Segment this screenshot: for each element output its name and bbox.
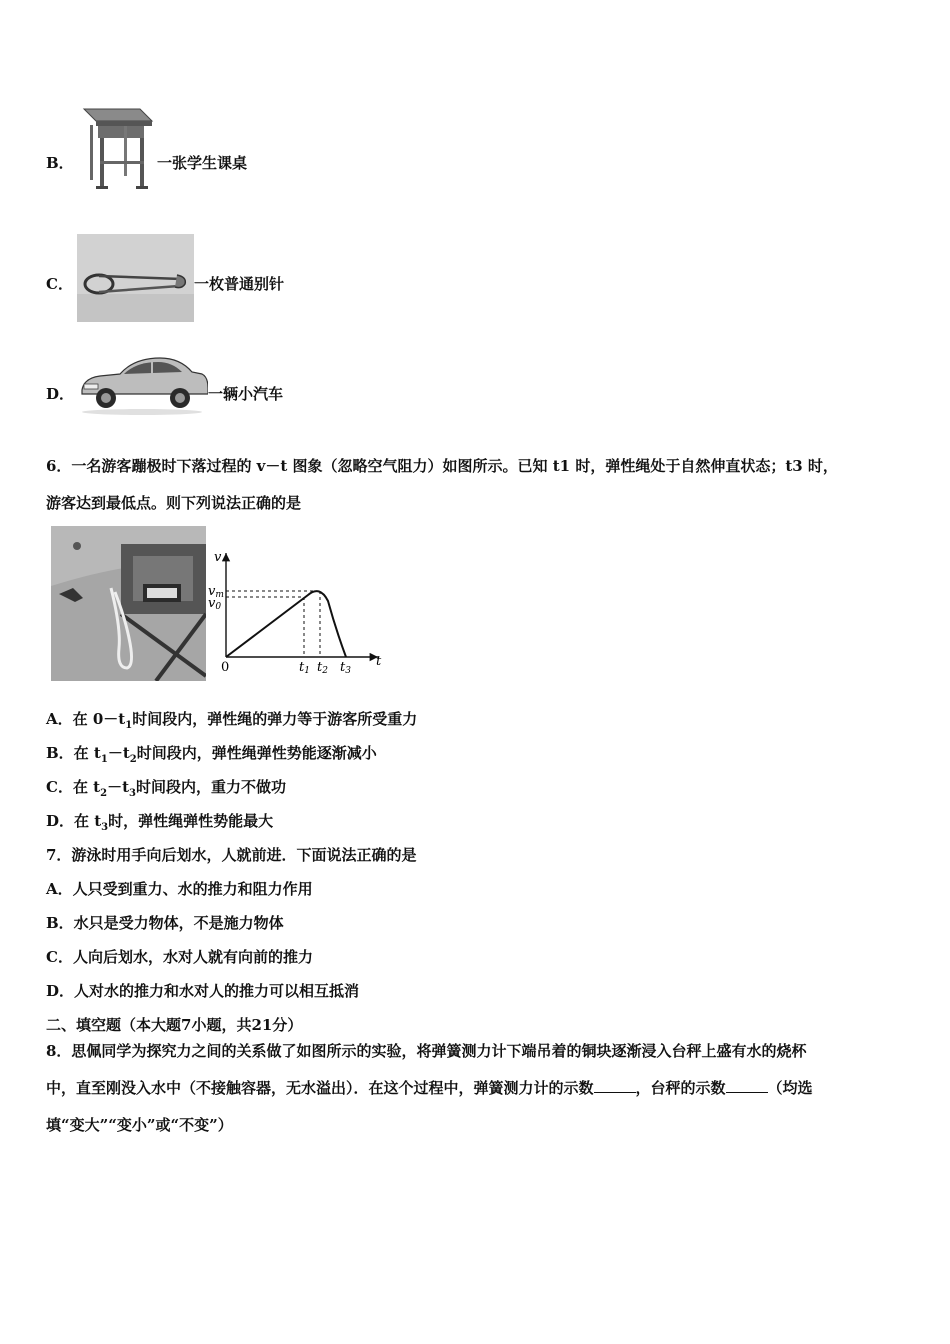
q6-option-a[interactable]: A．在 $0-t_1$时间段内，弹性绳的弹力等于游客所受重力 [46,710,418,731]
origin-label: 0 [221,660,230,675]
option-b-letter: B． [46,154,74,172]
q7-option-a[interactable]: A．人只受到重力、水的推力和阻力作用 [46,880,313,898]
option-c-caption: 一枚普通别针 [194,275,285,293]
option-d-letter: D． [46,385,75,403]
q6-stem-line2: 游客达到最低点。则下列说法正确的是 [46,494,302,512]
q7-stem: 7．游泳时用手向后划水，人就前进．下面说法正确的是 [46,846,417,864]
t2-label: t2 [317,660,328,676]
answer-blank-2[interactable] [726,1078,768,1093]
bungee-photo [51,526,206,681]
q8-stem-line3: 填“变大”“变小”或“不变”） [46,1116,233,1134]
desk-image [80,103,156,203]
q7-option-b[interactable]: B．水只是受力物体，不是施力物体 [46,914,284,932]
q6-option-b[interactable]: B．在 $t_1-t_2$时间段内，弹性绳弹性势能逐渐减小 [46,744,377,765]
velocity-curve [226,591,346,657]
v-axis-label: v [214,550,222,565]
car-image [76,344,208,416]
q6-option-c[interactable]: C．在 $t_2-t_3$时间段内，重力不做功 [46,778,286,799]
q6-stem-line1: 6．一名游客蹦极时下落过程的 v－t 图象（忽略空气阻力）如图所示。已知 t1 时，弹性绳处于自然伸直状态；t3 时， [46,457,838,475]
safety-pin-image [77,234,194,322]
q6-option-d[interactable]: D．在 $t_3$时，弹性绳弹性势能最大 [46,812,274,833]
q7-option-d[interactable]: D．人对水的推力和水对人的推力可以相互抵消 [46,982,360,1000]
answer-blank-1[interactable] [594,1078,636,1093]
t3-label: t3 [340,660,351,676]
option-b-caption: 一张学生课桌 [157,154,248,172]
section-heading: 二、填空题（本大题7小题，共21分） [46,1016,303,1034]
q8-stem-line2: 中，直至刚没入水中（不接触容器，无水溢出）．在这个过程中，弹簧测力计的示数 ，台秤的示数 （均选 [46,1079,813,1097]
q7-option-c[interactable]: C．人向后划水，水对人就有向前的推力 [46,948,313,966]
option-c-letter: C． [46,275,73,293]
v0-label: v0 [208,596,222,612]
vt-graph [208,545,388,680]
t1-label: t1 [299,660,310,676]
option-d-caption: 一辆小汽车 [208,385,284,403]
vm-label: vm [208,584,224,600]
t-axis-label: t [376,654,382,669]
q8-stem-line1: 8．思佩同学为探究力之间的关系做了如图所示的实验，将弹簧测力计下端吊着的铜块逐渐浸入台秤上盛有水的烧杯 [46,1042,807,1060]
